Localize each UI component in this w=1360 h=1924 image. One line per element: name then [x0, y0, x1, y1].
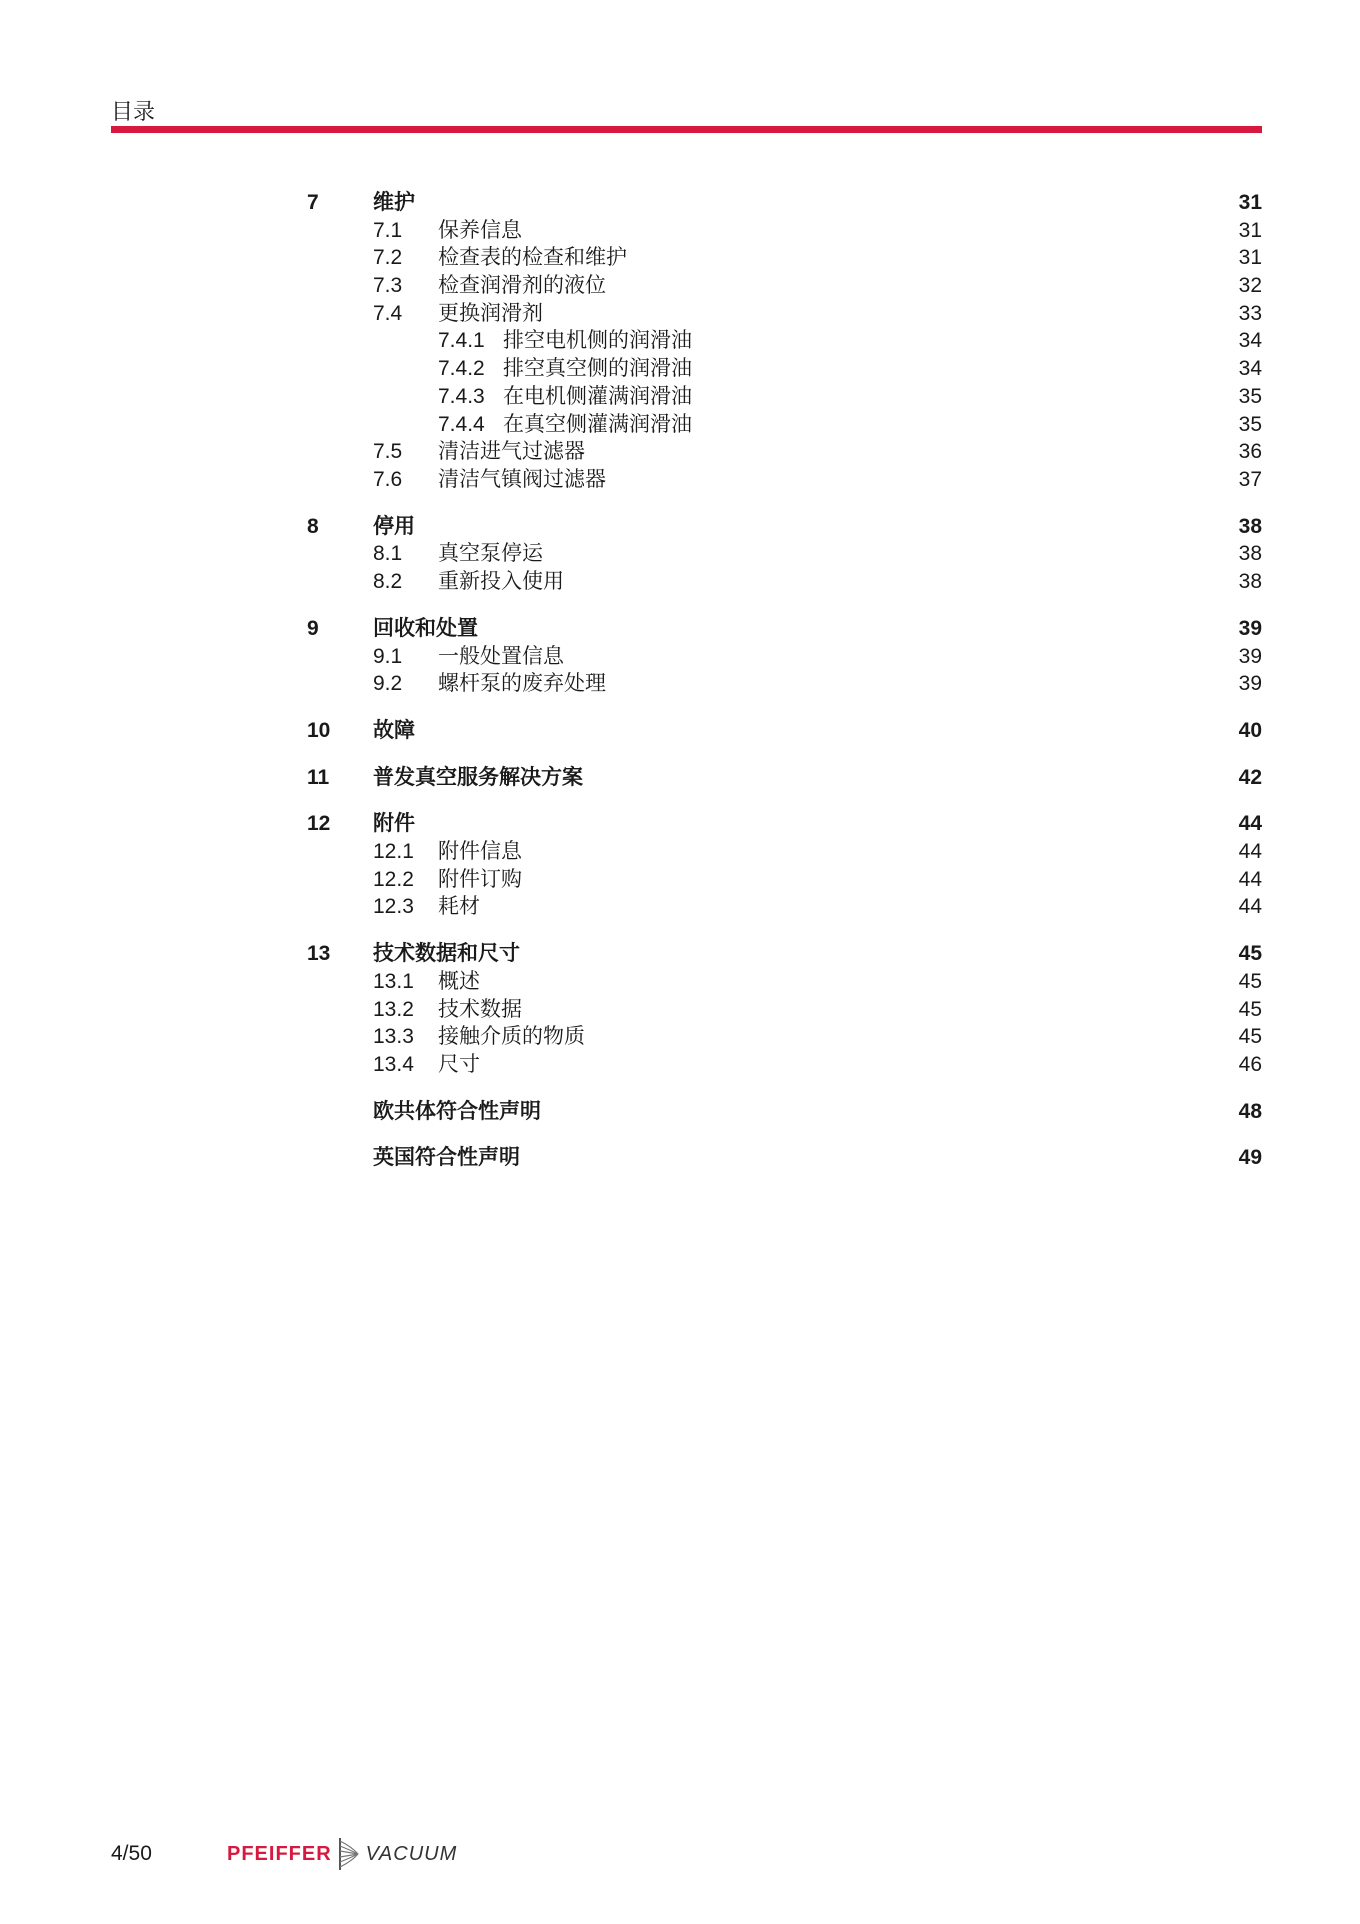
toc-entry-number: 7.5 — [373, 440, 403, 463]
toc-entry-number: 13.1 — [373, 970, 414, 993]
toc-entry-title: 接触介质的物质 — [438, 1025, 585, 1048]
toc-entry[interactable] — [0, 670, 1360, 698]
toc-entry[interactable] — [0, 438, 1360, 466]
toc-entry-page-number: 31 — [1238, 191, 1262, 214]
toc-entry[interactable] — [0, 615, 1360, 643]
logo-brand-text: PFEIFFER — [227, 1842, 332, 1865]
toc-entry-page-number: 39 — [1238, 672, 1262, 695]
toc-entry[interactable] — [0, 300, 1360, 328]
toc-entry[interactable] — [0, 568, 1360, 596]
toc-entry-title: 回收和处置 — [373, 617, 478, 640]
toc-entry[interactable] — [0, 940, 1360, 968]
toc-entry[interactable] — [0, 355, 1360, 383]
toc-entry[interactable] — [0, 968, 1360, 996]
toc-entry-title: 英国符合性声明 — [373, 1146, 520, 1169]
toc-entry-number: 7.4.2 — [438, 357, 485, 380]
toc-entry-title: 更换润滑剂 — [438, 302, 543, 325]
toc-entry-title: 重新投入使用 — [438, 570, 564, 593]
toc-entry-number: 9.2 — [373, 672, 403, 695]
toc-entry[interactable] — [0, 893, 1360, 921]
toc-entry-number: 7 — [307, 191, 319, 214]
toc-entry[interactable] — [0, 838, 1360, 866]
toc-entry-page-number: 45 — [1238, 998, 1262, 1021]
toc-entry-number: 12.2 — [373, 868, 414, 891]
toc-entry[interactable] — [0, 272, 1360, 300]
toc-entry-page-number: 31 — [1238, 246, 1262, 269]
toc-entry[interactable] — [0, 217, 1360, 245]
toc-entry[interactable] — [0, 1098, 1360, 1126]
toc-entry-page-number: 40 — [1238, 719, 1262, 742]
toc-entry-page-number: 44 — [1238, 812, 1262, 835]
toc-entry[interactable] — [0, 1051, 1360, 1079]
toc-entry-page-number: 44 — [1238, 840, 1262, 863]
toc-entry-title: 排空真空侧的润滑油 — [503, 357, 692, 380]
toc-entry-title: 技术数据和尺寸 — [373, 942, 520, 965]
toc-entry-page-number: 44 — [1238, 868, 1262, 891]
toc-entry-number: 7.4.1 — [438, 329, 485, 352]
toc-entry[interactable] — [0, 1023, 1360, 1051]
toc-entry[interactable] — [0, 866, 1360, 894]
toc-entry[interactable] — [0, 643, 1360, 671]
toc-entry-title: 附件 — [373, 812, 415, 835]
toc-entry-title: 概述 — [438, 970, 480, 993]
toc-entry-page-number: 45 — [1238, 970, 1262, 993]
toc-entry-page-number: 35 — [1238, 385, 1262, 408]
toc-entry-number: 9.1 — [373, 645, 403, 668]
toc-entry-title: 螺杆泵的废弃处理 — [438, 672, 606, 695]
toc-entry-page-number: 38 — [1238, 515, 1262, 538]
toc-entry-number: 8.1 — [373, 542, 403, 565]
toc-entry-title: 检查表的检查和维护 — [438, 246, 627, 269]
page-indicator: 4/50 — [111, 1842, 152, 1865]
toc-entry-number: 7.1 — [373, 219, 403, 242]
toc-entry-number: 13.3 — [373, 1025, 414, 1048]
toc-entry-number: 7.2 — [373, 246, 403, 269]
toc-entry-page-number: 42 — [1238, 766, 1262, 789]
toc-entry-page-number: 48 — [1238, 1100, 1262, 1123]
page-header-title: 目录 — [111, 99, 156, 124]
toc-entry[interactable] — [0, 1144, 1360, 1172]
toc-entry-title: 一般处置信息 — [438, 645, 564, 668]
header-divider — [111, 126, 1262, 133]
toc-entry-page-number: 34 — [1238, 357, 1262, 380]
toc-entry-number: 7.6 — [373, 468, 403, 491]
toc-entry[interactable] — [0, 244, 1360, 272]
toc-entry-title: 清洁进气过滤器 — [438, 440, 585, 463]
toc-entry-page-number: 34 — [1238, 329, 1262, 352]
toc-entry-number: 9 — [307, 617, 319, 640]
toc-entry-page-number: 45 — [1238, 942, 1262, 965]
toc-entry-page-number: 37 — [1238, 468, 1262, 491]
logo-suffix-text: VACUUM — [365, 1842, 458, 1865]
toc-entry-title: 尺寸 — [438, 1053, 480, 1076]
toc-entry-page-number: 32 — [1238, 274, 1262, 297]
toc-entry[interactable] — [0, 810, 1360, 838]
toc-entry-title: 技术数据 — [438, 998, 522, 1021]
toc-entry[interactable] — [0, 383, 1360, 411]
toc-entry[interactable] — [0, 764, 1360, 792]
toc-entry-number: 7.4.4 — [438, 413, 485, 436]
toc-entry[interactable] — [0, 327, 1360, 355]
toc-entry-number: 7.4.3 — [438, 385, 485, 408]
toc-entry-number: 11 — [307, 766, 330, 789]
toc-entry-page-number: 46 — [1238, 1053, 1262, 1076]
toc-entry[interactable] — [0, 996, 1360, 1024]
toc-entry-title: 附件订购 — [438, 868, 522, 891]
toc-entry-number: 13.4 — [373, 1053, 414, 1076]
toc-entry-number: 10 — [307, 719, 331, 742]
toc-entry[interactable] — [0, 189, 1360, 217]
toc-entry-title: 在真空侧灌满润滑油 — [503, 413, 692, 436]
toc-entry-number: 12 — [307, 812, 331, 835]
toc-entry[interactable] — [0, 513, 1360, 541]
toc-entry-page-number: 36 — [1238, 440, 1262, 463]
toc-entry-page-number: 33 — [1238, 302, 1262, 325]
toc-entry-number: 12.3 — [373, 895, 414, 918]
toc-entry-title: 耗材 — [438, 895, 480, 918]
toc-entry-page-number: 38 — [1238, 570, 1262, 593]
toc-entry-page-number: 31 — [1238, 219, 1262, 242]
toc-entry-page-number: 49 — [1238, 1146, 1262, 1169]
toc-entry-page-number: 45 — [1238, 1025, 1262, 1048]
toc-entry[interactable] — [0, 540, 1360, 568]
toc-entry-title: 附件信息 — [438, 840, 522, 863]
toc-entry-title: 在电机侧灌满润滑油 — [503, 385, 692, 408]
toc-entry[interactable] — [0, 717, 1360, 745]
toc-entry-page-number: 44 — [1238, 895, 1262, 918]
toc-entry-number: 8 — [307, 515, 319, 538]
toc-entry-number: 7.3 — [373, 274, 403, 297]
toc-entry-title: 清洁气镇阀过滤器 — [438, 468, 606, 491]
toc-entry-title: 故障 — [373, 719, 415, 742]
toc-entry-page-number: 39 — [1238, 645, 1262, 668]
toc-entry-title: 保养信息 — [438, 219, 522, 242]
toc-entry-title: 欧共体符合性声明 — [373, 1100, 541, 1123]
toc-entry-number: 13.2 — [373, 998, 414, 1021]
toc-entry-title: 维护 — [373, 191, 415, 214]
toc-entry-title: 普发真空服务解决方案 — [373, 766, 583, 789]
toc-entry-page-number: 39 — [1238, 617, 1262, 640]
toc-entry[interactable] — [0, 411, 1360, 439]
toc-entry-title: 真空泵停运 — [438, 542, 543, 565]
toc-entry-number: 12.1 — [373, 840, 414, 863]
logo-swoosh-icon — [338, 1837, 360, 1871]
toc-entry-title: 检查润滑剂的液位 — [438, 274, 606, 297]
toc-entry[interactable] — [0, 466, 1360, 494]
toc-entry-number: 8.2 — [373, 570, 403, 593]
toc-entry-title: 排空电机侧的润滑油 — [503, 329, 692, 352]
toc-entry-title: 停用 — [373, 515, 415, 538]
pfeiffer-vacuum-logo — [227, 1836, 457, 1872]
toc-entry-page-number: 38 — [1238, 542, 1262, 565]
toc-entry-number: 7.4 — [373, 302, 403, 325]
toc-entry-page-number: 35 — [1238, 413, 1262, 436]
toc-entry-number: 13 — [307, 942, 331, 965]
